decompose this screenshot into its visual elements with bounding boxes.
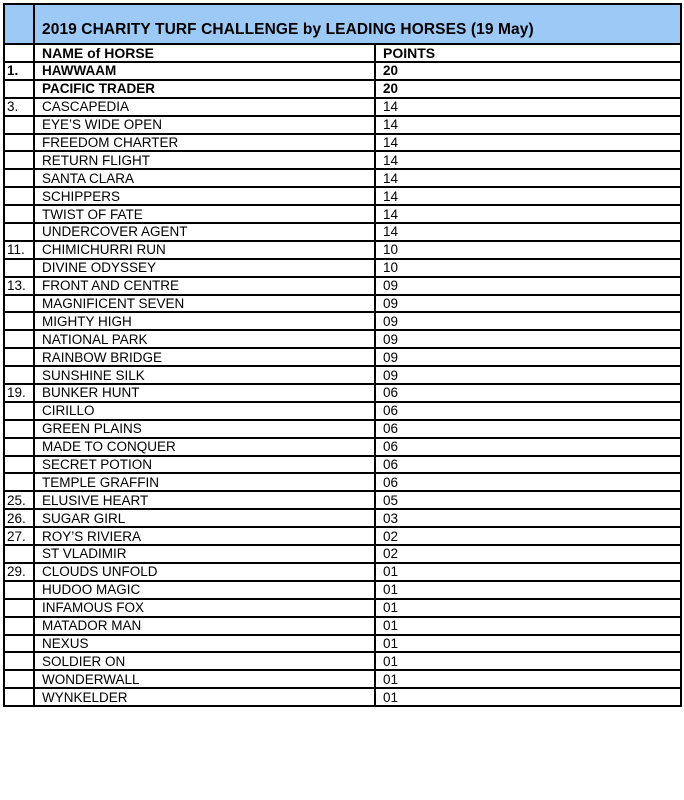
points-cell: 14 bbox=[375, 134, 681, 152]
horse-name-cell: CHIMICHURRI RUN bbox=[34, 241, 375, 259]
points-cell: 06 bbox=[375, 384, 681, 402]
title-row bbox=[4, 4, 681, 44]
table-row bbox=[4, 241, 681, 259]
horse-name-cell: SCHIPPERS bbox=[34, 187, 375, 205]
table-row bbox=[4, 348, 681, 366]
rank-cell bbox=[4, 134, 34, 152]
points-cell: 06 bbox=[375, 456, 681, 474]
horse-name-cell: ST VLADIMIR bbox=[34, 545, 375, 563]
rank-cell: 1. bbox=[4, 62, 34, 80]
points-cell: 09 bbox=[375, 312, 681, 330]
horse-name-cell: RETURN FLIGHT bbox=[34, 151, 375, 169]
points-cell: 05 bbox=[375, 491, 681, 509]
horse-name-cell: ELUSIVE HEART bbox=[34, 491, 375, 509]
rank-cell bbox=[4, 116, 34, 134]
horse-name-cell: FRONT AND CENTRE bbox=[34, 277, 375, 295]
title-corner-cell bbox=[4, 4, 34, 44]
points-cell: 09 bbox=[375, 366, 681, 384]
table-row bbox=[4, 259, 681, 277]
rank-cell: 25. bbox=[4, 491, 34, 509]
column-header-points: POINTS bbox=[375, 44, 681, 62]
points-cell: 14 bbox=[375, 98, 681, 116]
table-row bbox=[4, 456, 681, 474]
rank-cell bbox=[4, 187, 34, 205]
points-cell: 06 bbox=[375, 420, 681, 438]
rank-cell bbox=[4, 688, 34, 706]
rank-cell bbox=[4, 473, 34, 491]
rank-cell bbox=[4, 312, 34, 330]
header-rank-cell bbox=[4, 44, 34, 62]
table-row bbox=[4, 527, 681, 545]
table-row bbox=[4, 366, 681, 384]
table-row bbox=[4, 98, 681, 116]
header-row bbox=[4, 44, 681, 62]
points-cell: 20 bbox=[375, 80, 681, 98]
horse-name-cell: MADE TO CONQUER bbox=[34, 438, 375, 456]
horse-name-cell: SANTA CLARA bbox=[34, 169, 375, 187]
table-row bbox=[4, 652, 681, 670]
horse-name-cell: WYNKELDER bbox=[34, 688, 375, 706]
points-cell: 06 bbox=[375, 438, 681, 456]
rank-cell bbox=[4, 205, 34, 223]
points-cell: 02 bbox=[375, 527, 681, 545]
horse-name-cell: UNDERCOVER AGENT bbox=[34, 223, 375, 241]
horse-name-cell: ROY’S RIVIERA bbox=[34, 527, 375, 545]
points-cell: 14 bbox=[375, 116, 681, 134]
rank-cell bbox=[4, 545, 34, 563]
table-row bbox=[4, 509, 681, 527]
rank-cell bbox=[4, 652, 34, 670]
table-row bbox=[4, 617, 681, 635]
table-row bbox=[4, 473, 681, 491]
rank-cell bbox=[4, 169, 34, 187]
rank-cell bbox=[4, 420, 34, 438]
rank-cell bbox=[4, 366, 34, 384]
table-row bbox=[4, 491, 681, 509]
table-row bbox=[4, 134, 681, 152]
points-cell: 01 bbox=[375, 599, 681, 617]
rank-cell bbox=[4, 295, 34, 313]
horse-name-cell: FREEDOM CHARTER bbox=[34, 134, 375, 152]
rank-cell bbox=[4, 80, 34, 98]
horse-name-cell: NATIONAL PARK bbox=[34, 330, 375, 348]
rank-cell bbox=[4, 348, 34, 366]
table-row bbox=[4, 581, 681, 599]
horse-name-cell: DIVINE ODYSSEY bbox=[34, 259, 375, 277]
rank-cell bbox=[4, 599, 34, 617]
points-cell: 03 bbox=[375, 509, 681, 527]
table-row bbox=[4, 116, 681, 134]
horse-name-cell: CIRILLO bbox=[34, 402, 375, 420]
table-row bbox=[4, 384, 681, 402]
points-cell: 01 bbox=[375, 581, 681, 599]
horse-name-cell: WONDERWALL bbox=[34, 670, 375, 688]
rank-cell bbox=[4, 670, 34, 688]
table-row bbox=[4, 670, 681, 688]
horse-name-cell: SECRET POTION bbox=[34, 456, 375, 474]
rank-cell: 13. bbox=[4, 277, 34, 295]
table-row bbox=[4, 330, 681, 348]
horse-name-cell: GREEN PLAINS bbox=[34, 420, 375, 438]
horse-name-cell: TEMPLE GRAFFIN bbox=[34, 473, 375, 491]
table-row bbox=[4, 312, 681, 330]
points-cell: 09 bbox=[375, 330, 681, 348]
points-cell: 09 bbox=[375, 295, 681, 313]
rank-cell: 27. bbox=[4, 527, 34, 545]
table-row bbox=[4, 80, 681, 98]
table-row bbox=[4, 563, 681, 581]
points-cell: 01 bbox=[375, 563, 681, 581]
table-row bbox=[4, 62, 681, 80]
points-cell: 09 bbox=[375, 348, 681, 366]
horse-name-cell: SOLDIER ON bbox=[34, 652, 375, 670]
page-title: 2019 CHARITY TURF CHALLENGE by LEADING HORSES (19 May) bbox=[34, 4, 681, 44]
points-cell: 20 bbox=[375, 62, 681, 80]
table-row bbox=[4, 599, 681, 617]
rank-cell: 26. bbox=[4, 509, 34, 527]
rank-cell bbox=[4, 330, 34, 348]
points-cell: 02 bbox=[375, 545, 681, 563]
rank-cell bbox=[4, 456, 34, 474]
horse-name-cell: MATADOR MAN bbox=[34, 617, 375, 635]
horse-name-cell: CASCAPEDIA bbox=[34, 98, 375, 116]
horse-name-cell: SUGAR GIRL bbox=[34, 509, 375, 527]
points-cell: 14 bbox=[375, 151, 681, 169]
points-cell: 01 bbox=[375, 688, 681, 706]
table-row bbox=[4, 169, 681, 187]
rank-cell bbox=[4, 617, 34, 635]
points-cell: 06 bbox=[375, 402, 681, 420]
points-cell: 01 bbox=[375, 652, 681, 670]
rank-cell bbox=[4, 438, 34, 456]
horse-name-cell: HAWWAAM bbox=[34, 62, 375, 80]
table-row bbox=[4, 688, 681, 706]
table-row bbox=[4, 277, 681, 295]
table-row bbox=[4, 402, 681, 420]
rank-cell bbox=[4, 259, 34, 277]
table-row bbox=[4, 545, 681, 563]
horse-name-cell: CLOUDS UNFOLD bbox=[34, 563, 375, 581]
rank-cell: 29. bbox=[4, 563, 34, 581]
horse-name-cell: EYE’S WIDE OPEN bbox=[34, 116, 375, 134]
points-cell: 01 bbox=[375, 670, 681, 688]
table-row bbox=[4, 295, 681, 313]
horse-name-cell: NEXUS bbox=[34, 635, 375, 653]
horse-name-cell: RAINBOW BRIDGE bbox=[34, 348, 375, 366]
points-cell: 14 bbox=[375, 223, 681, 241]
rank-cell bbox=[4, 223, 34, 241]
points-cell: 01 bbox=[375, 635, 681, 653]
horse-name-cell: SUNSHINE SILK bbox=[34, 366, 375, 384]
horse-name-cell: TWIST OF FATE bbox=[34, 205, 375, 223]
points-cell: 14 bbox=[375, 169, 681, 187]
points-cell: 10 bbox=[375, 241, 681, 259]
points-cell: 01 bbox=[375, 617, 681, 635]
rank-cell bbox=[4, 402, 34, 420]
horse-name-cell: PACIFIC TRADER bbox=[34, 80, 375, 98]
rank-cell: 19. bbox=[4, 384, 34, 402]
rank-cell: 11. bbox=[4, 241, 34, 259]
table-row bbox=[4, 187, 681, 205]
rank-cell bbox=[4, 151, 34, 169]
points-cell: 14 bbox=[375, 205, 681, 223]
leaderboard-table bbox=[3, 3, 682, 707]
horse-name-cell: MIGHTY HIGH bbox=[34, 312, 375, 330]
table-row bbox=[4, 420, 681, 438]
horse-name-cell: MAGNIFICENT SEVEN bbox=[34, 295, 375, 313]
table-row bbox=[4, 438, 681, 456]
table-row bbox=[4, 223, 681, 241]
rank-cell bbox=[4, 581, 34, 599]
rank-cell: 3. bbox=[4, 98, 34, 116]
rank-cell bbox=[4, 635, 34, 653]
horse-name-cell: HUDOO MAGIC bbox=[34, 581, 375, 599]
points-cell: 09 bbox=[375, 277, 681, 295]
horse-name-cell: INFAMOUS FOX bbox=[34, 599, 375, 617]
horse-name-cell: BUNKER HUNT bbox=[34, 384, 375, 402]
table-row bbox=[4, 635, 681, 653]
table-row bbox=[4, 205, 681, 223]
points-cell: 10 bbox=[375, 259, 681, 277]
points-cell: 14 bbox=[375, 187, 681, 205]
table-row bbox=[4, 151, 681, 169]
points-cell: 06 bbox=[375, 473, 681, 491]
column-header-name: NAME of HORSE bbox=[34, 44, 375, 62]
